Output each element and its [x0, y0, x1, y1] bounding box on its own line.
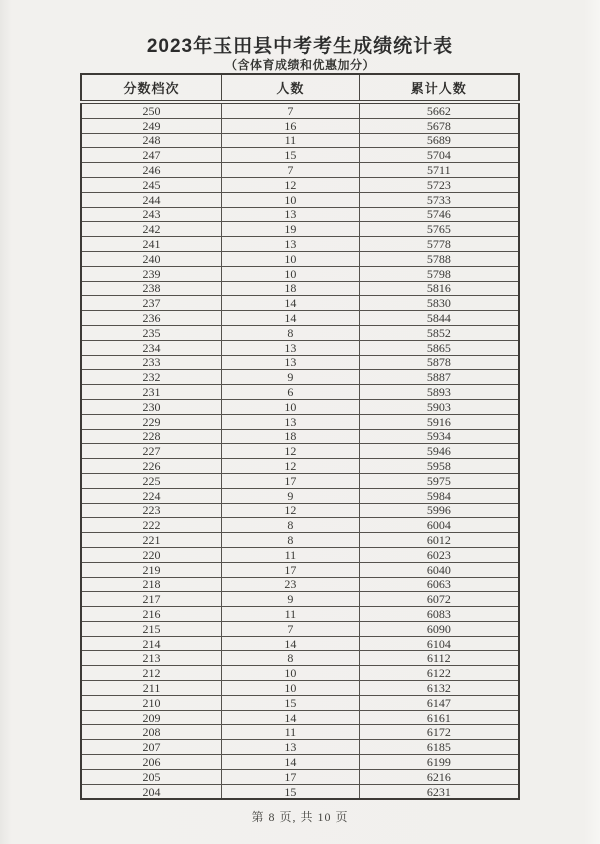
- table-row: [81, 621, 519, 636]
- score-level-cell: 234: [81, 340, 222, 355]
- cumulative-count-cell: 5765: [359, 222, 519, 237]
- table-row: [81, 562, 519, 577]
- score-level-cell: 205: [81, 769, 222, 784]
- header-cumulative-count: 累计人数: [359, 74, 519, 102]
- score-level-cell: 224: [81, 488, 222, 503]
- count-cell: 11: [222, 607, 360, 622]
- table-row: [81, 148, 519, 163]
- cumulative-count-cell: 6090: [359, 621, 519, 636]
- score-level-cell: 242: [81, 222, 222, 237]
- count-cell: 17: [222, 473, 360, 488]
- table-row: [81, 102, 519, 118]
- count-cell: 13: [222, 237, 360, 252]
- table-row: [81, 222, 519, 237]
- cumulative-count-cell: 5689: [359, 133, 519, 148]
- table-row: [81, 296, 519, 311]
- table-row: [81, 784, 519, 799]
- count-cell: 23: [222, 577, 360, 592]
- count-cell: 11: [222, 547, 360, 562]
- cumulative-count-cell: 5778: [359, 237, 519, 252]
- count-cell: 18: [222, 429, 360, 444]
- score-level-cell: 223: [81, 503, 222, 518]
- table-row: [81, 385, 519, 400]
- cumulative-count-cell: 6112: [359, 651, 519, 666]
- count-cell: 12: [222, 444, 360, 459]
- score-level-cell: 241: [81, 237, 222, 252]
- header-count: 人数: [222, 74, 360, 102]
- table-row: [81, 636, 519, 651]
- cumulative-count-cell: 6172: [359, 725, 519, 740]
- cumulative-count-cell: 5711: [359, 163, 519, 178]
- score-level-cell: 214: [81, 636, 222, 651]
- count-cell: 13: [222, 207, 360, 222]
- cumulative-count-cell: 6185: [359, 740, 519, 755]
- count-cell: 12: [222, 177, 360, 192]
- count-cell: 9: [222, 592, 360, 607]
- score-table: [80, 73, 520, 800]
- cumulative-count-cell: 5830: [359, 296, 519, 311]
- cumulative-count-cell: 6122: [359, 666, 519, 681]
- table-row: [81, 518, 519, 533]
- count-cell: 10: [222, 266, 360, 281]
- cumulative-count-cell: 5852: [359, 325, 519, 340]
- table-row: [81, 488, 519, 503]
- score-level-cell: 210: [81, 695, 222, 710]
- cumulative-count-cell: 5865: [359, 340, 519, 355]
- score-level-cell: 232: [81, 370, 222, 385]
- score-level-cell: 240: [81, 251, 222, 266]
- table-row: [81, 607, 519, 622]
- cumulative-count-cell: 5816: [359, 281, 519, 296]
- count-cell: 12: [222, 459, 360, 474]
- cumulative-count-cell: 6132: [359, 681, 519, 696]
- count-cell: 16: [222, 118, 360, 133]
- cumulative-count-cell: 6004: [359, 518, 519, 533]
- score-level-cell: 245: [81, 177, 222, 192]
- table-row: [81, 755, 519, 770]
- score-level-cell: 228: [81, 429, 222, 444]
- table-row: [81, 444, 519, 459]
- cumulative-count-cell: 5996: [359, 503, 519, 518]
- score-level-cell: 229: [81, 414, 222, 429]
- cumulative-count-cell: 5946: [359, 444, 519, 459]
- table-row: [81, 651, 519, 666]
- table-row: [81, 399, 519, 414]
- score-level-cell: 238: [81, 281, 222, 296]
- score-level-cell: 248: [81, 133, 222, 148]
- cumulative-count-cell: 5746: [359, 207, 519, 222]
- table-row: [81, 592, 519, 607]
- cumulative-count-cell: 5788: [359, 251, 519, 266]
- cumulative-count-cell: 6063: [359, 577, 519, 592]
- score-level-cell: 235: [81, 325, 222, 340]
- count-cell: 17: [222, 562, 360, 577]
- table-row: [81, 251, 519, 266]
- table-row: [81, 340, 519, 355]
- table-header-row: [81, 74, 519, 102]
- table-row: [81, 237, 519, 252]
- table-row: [81, 192, 519, 207]
- cumulative-count-cell: 5844: [359, 311, 519, 326]
- cumulative-count-cell: 6199: [359, 755, 519, 770]
- cumulative-count-cell: 5733: [359, 192, 519, 207]
- count-cell: 7: [222, 621, 360, 636]
- count-cell: 9: [222, 488, 360, 503]
- cumulative-count-cell: 5662: [359, 102, 519, 118]
- cumulative-count-cell: 5678: [359, 118, 519, 133]
- count-cell: 19: [222, 222, 360, 237]
- table-row: [81, 163, 519, 178]
- count-cell: 10: [222, 681, 360, 696]
- table-row: [81, 666, 519, 681]
- count-cell: 11: [222, 133, 360, 148]
- score-level-cell: 246: [81, 163, 222, 178]
- table-row: [81, 311, 519, 326]
- page-title: 2023年玉田县中考考生成绩统计表: [146, 36, 454, 57]
- score-level-cell: 236: [81, 311, 222, 326]
- cumulative-count-cell: 5887: [359, 370, 519, 385]
- score-level-cell: 249: [81, 118, 222, 133]
- cumulative-count-cell: 5704: [359, 148, 519, 163]
- table-row: [81, 681, 519, 696]
- table-row: [81, 281, 519, 296]
- count-cell: 13: [222, 340, 360, 355]
- page-subtitle: （含体育成绩和优惠加分）: [224, 58, 375, 72]
- count-cell: 14: [222, 755, 360, 770]
- count-cell: 10: [222, 666, 360, 681]
- score-level-cell: 207: [81, 740, 222, 755]
- table-row: [81, 503, 519, 518]
- cumulative-count-cell: 5984: [359, 488, 519, 503]
- cumulative-count-cell: 6231: [359, 784, 519, 799]
- count-cell: 11: [222, 725, 360, 740]
- score-level-cell: 213: [81, 651, 222, 666]
- count-cell: 6: [222, 385, 360, 400]
- cumulative-count-cell: 5903: [359, 399, 519, 414]
- score-level-cell: 247: [81, 148, 222, 163]
- cumulative-count-cell: 6072: [359, 592, 519, 607]
- count-cell: 12: [222, 503, 360, 518]
- score-level-cell: 212: [81, 666, 222, 681]
- table-row: [81, 769, 519, 784]
- score-level-cell: 237: [81, 296, 222, 311]
- table-row: [81, 266, 519, 281]
- cumulative-count-cell: 6104: [359, 636, 519, 651]
- count-cell: 8: [222, 518, 360, 533]
- page-footer: 第 8 页, 共 10 页: [251, 810, 349, 824]
- count-cell: 7: [222, 163, 360, 178]
- score-level-cell: 216: [81, 607, 222, 622]
- score-level-cell: 239: [81, 266, 222, 281]
- score-level-cell: 204: [81, 784, 222, 799]
- count-cell: 10: [222, 192, 360, 207]
- table-row: [81, 725, 519, 740]
- count-cell: 14: [222, 296, 360, 311]
- cumulative-count-cell: 5934: [359, 429, 519, 444]
- cumulative-count-cell: 5893: [359, 385, 519, 400]
- score-level-cell: 226: [81, 459, 222, 474]
- score-level-cell: 206: [81, 755, 222, 770]
- table-row: [81, 695, 519, 710]
- count-cell: 13: [222, 414, 360, 429]
- count-cell: 8: [222, 533, 360, 548]
- score-level-cell: 215: [81, 621, 222, 636]
- count-cell: 10: [222, 399, 360, 414]
- score-level-cell: 230: [81, 399, 222, 414]
- table-row: [81, 533, 519, 548]
- cumulative-count-cell: 5975: [359, 473, 519, 488]
- table-row: [81, 473, 519, 488]
- cumulative-count-cell: 6040: [359, 562, 519, 577]
- count-cell: 18: [222, 281, 360, 296]
- cumulative-count-cell: 5958: [359, 459, 519, 474]
- table-row: [81, 177, 519, 192]
- score-level-cell: 222: [81, 518, 222, 533]
- count-cell: 15: [222, 695, 360, 710]
- cumulative-count-cell: 6147: [359, 695, 519, 710]
- score-level-cell: 219: [81, 562, 222, 577]
- cumulative-count-cell: 6012: [359, 533, 519, 548]
- count-cell: 13: [222, 740, 360, 755]
- score-level-cell: 250: [81, 102, 222, 118]
- table-row: [81, 577, 519, 592]
- table-row: [81, 459, 519, 474]
- score-level-cell: 244: [81, 192, 222, 207]
- score-level-cell: 227: [81, 444, 222, 459]
- table-body: [81, 102, 519, 799]
- count-cell: 17: [222, 769, 360, 784]
- table-row: [81, 355, 519, 370]
- score-level-cell: 233: [81, 355, 222, 370]
- table-row: [81, 118, 519, 133]
- table-row: [81, 133, 519, 148]
- cumulative-count-cell: 5723: [359, 177, 519, 192]
- score-level-cell: 211: [81, 681, 222, 696]
- table-row: [81, 740, 519, 755]
- count-cell: 15: [222, 784, 360, 799]
- score-level-cell: 225: [81, 473, 222, 488]
- cumulative-count-cell: 6023: [359, 547, 519, 562]
- table-row: [81, 429, 519, 444]
- count-cell: 14: [222, 710, 360, 725]
- cumulative-count-cell: 6083: [359, 607, 519, 622]
- table-row: [81, 207, 519, 222]
- table-row: [81, 710, 519, 725]
- cumulative-count-cell: 5798: [359, 266, 519, 281]
- table-row: [81, 547, 519, 562]
- count-cell: 8: [222, 325, 360, 340]
- cumulative-count-cell: 5916: [359, 414, 519, 429]
- count-cell: 13: [222, 355, 360, 370]
- score-level-cell: 208: [81, 725, 222, 740]
- header-score-level: 分数档次: [81, 74, 222, 102]
- count-cell: 14: [222, 636, 360, 651]
- score-level-cell: 243: [81, 207, 222, 222]
- count-cell: 9: [222, 370, 360, 385]
- score-level-cell: 220: [81, 547, 222, 562]
- count-cell: 8: [222, 651, 360, 666]
- cumulative-count-cell: 5878: [359, 355, 519, 370]
- score-level-cell: 221: [81, 533, 222, 548]
- score-level-cell: 209: [81, 710, 222, 725]
- score-level-cell: 217: [81, 592, 222, 607]
- score-level-cell: 218: [81, 577, 222, 592]
- count-cell: 10: [222, 251, 360, 266]
- count-cell: 15: [222, 148, 360, 163]
- score-level-cell: 231: [81, 385, 222, 400]
- cumulative-count-cell: 6216: [359, 769, 519, 784]
- table-row: [81, 414, 519, 429]
- cumulative-count-cell: 6161: [359, 710, 519, 725]
- count-cell: 14: [222, 311, 360, 326]
- table-row: [81, 325, 519, 340]
- count-cell: 7: [222, 102, 360, 118]
- table-row: [81, 370, 519, 385]
